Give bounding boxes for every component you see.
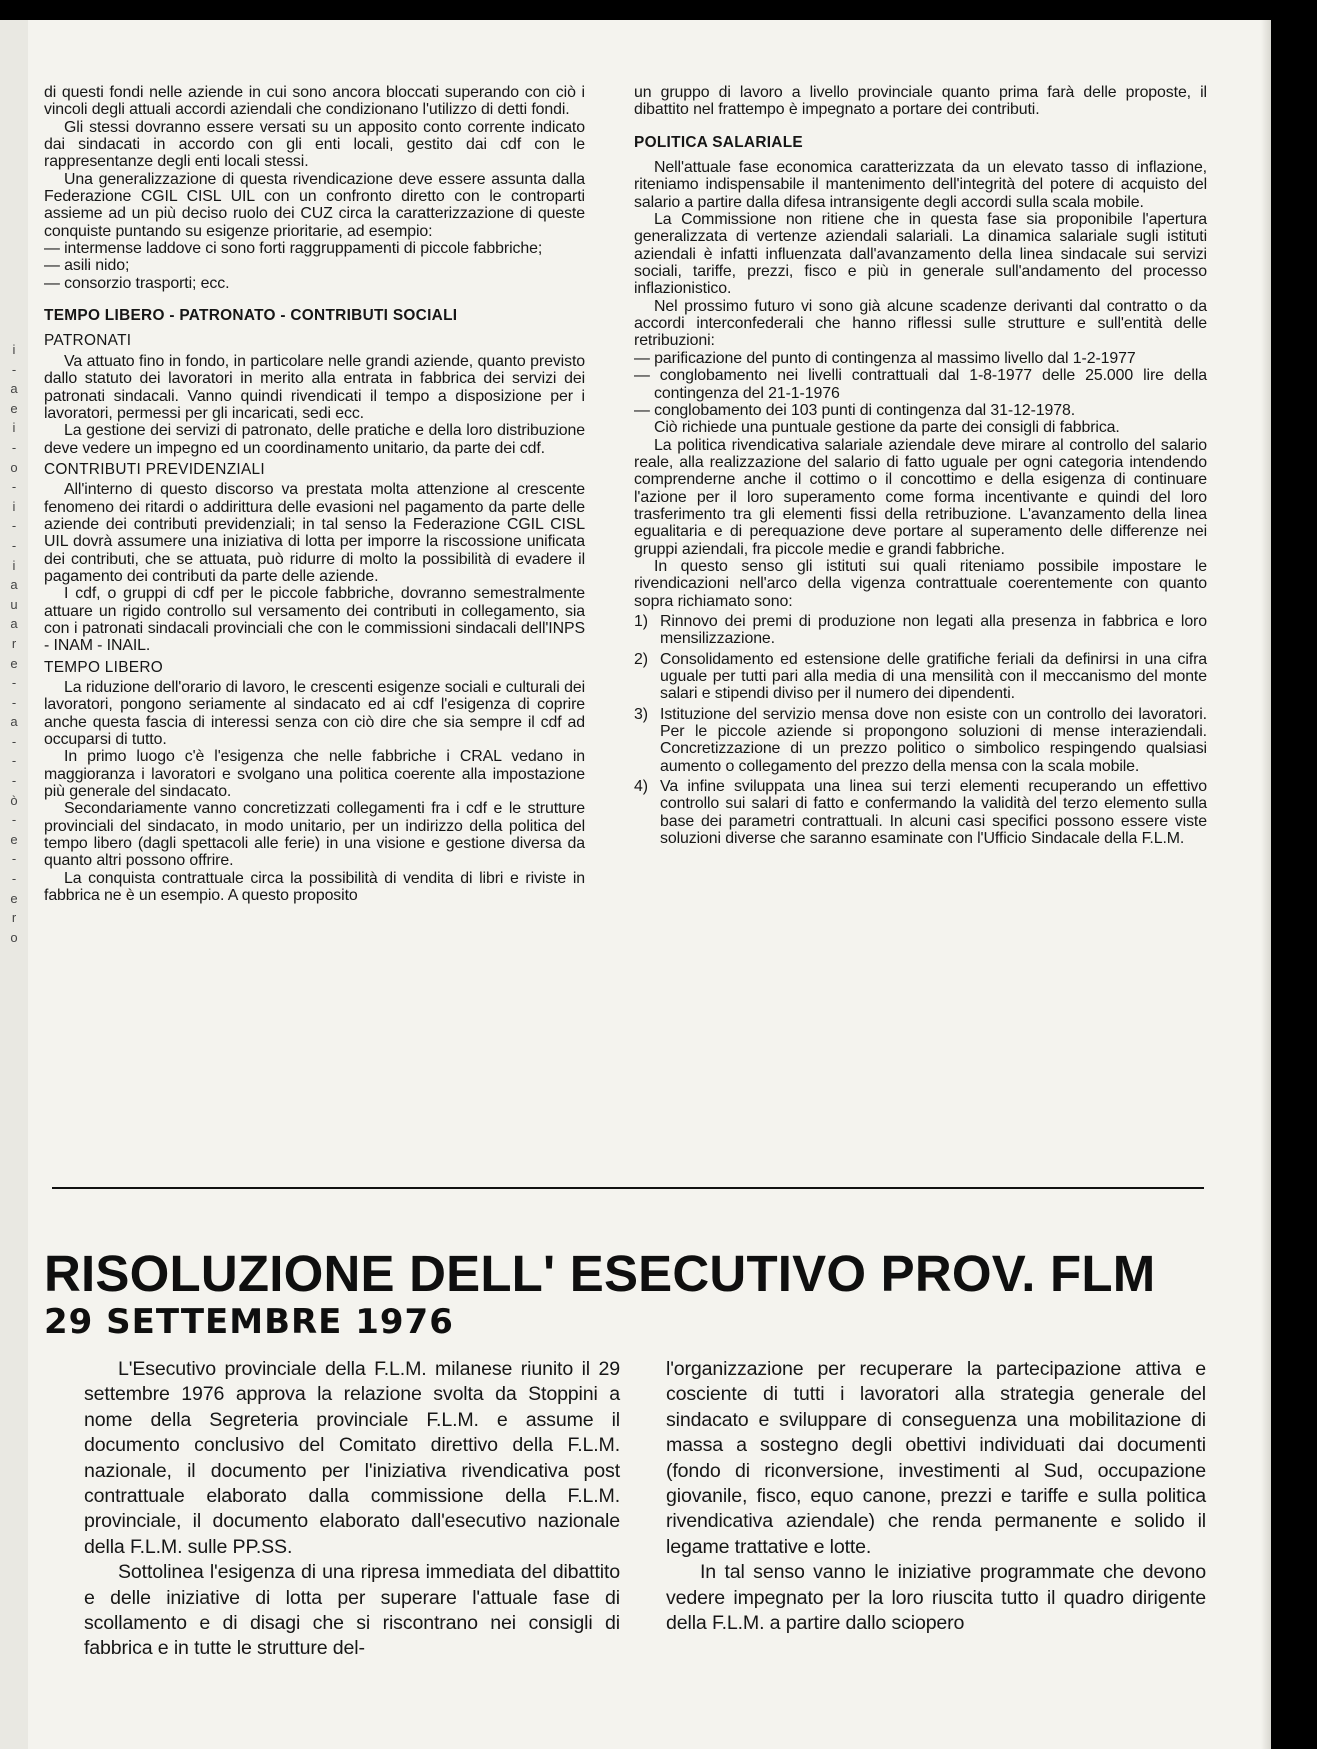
spine-char: -	[11, 479, 17, 495]
numbered-item	[634, 613, 1207, 648]
spine-char: a	[10, 714, 18, 730]
paragraph: Sottolinea l'esigenza di una ripresa immediata del dibattito e delle iniziative di lotta per superare l'attuale fase di scollamento e di disagi che si riscontrano nei consigli di fabbrica e in tutte le strutture del-	[84, 1561, 620, 1660]
numbered-item	[634, 651, 1207, 703]
numbered-item	[634, 706, 1207, 775]
spine-char: r	[11, 910, 17, 926]
page-right-edge	[1261, 20, 1271, 1749]
paragraph: un gruppo di lavoro a livello provinciale quanto prima farà delle proposte, il dibattito nel frattempo è impegnato a portare dei contributi.	[634, 84, 1207, 119]
list-item: — asili nido;	[44, 257, 130, 275]
spine-char: a	[10, 577, 18, 593]
spine-char: -	[11, 871, 17, 887]
paragraph: Nel prossimo futuro vi sono già alcune scadenze derivanti dal contratto o da accordi interconfederali che hanno riflessi sulle strutture e sull'entità delle retribuzioni:	[634, 297, 1207, 350]
spine-char: -	[11, 753, 17, 769]
paragraph: La riduzione dell'orario di lavoro, le crescenti esigenze sociali e culturali dei lavoratori, pongono seriamente al sindacato ed ai cdf l'esigenza di coprire anche questa fascia di interessi senza con ciò dire che sia sempre il cdf ad occuparsi di tutto.	[44, 679, 585, 749]
item-text: Rinnovo dei premi di produzione non legati alla presenza in fabbrica e loro mensilizzazione.	[660, 612, 1207, 648]
spine-char: -	[11, 537, 17, 553]
spine-char: i	[12, 498, 16, 514]
list-item: — conglobamento nei livelli contrattuali dal 1-8-1977 delle 25.000 lire della contingenza del 21-1-1976	[634, 367, 1207, 402]
spine-char: r	[11, 635, 17, 651]
paragraph: In tal senso vanno le iniziative programmate che devono vedere impegnato per la loro riuscita tutto il quadro dirigente della F.L.M. a partire dallo sciopero	[666, 1561, 1206, 1635]
spine-char: -	[11, 694, 17, 710]
spine-char: -	[11, 812, 17, 828]
item-number: 2)	[634, 650, 648, 668]
subsection-heading: CONTRIBUTI PREVIDENZIALI	[44, 460, 265, 478]
subsection-heading: PATRONATI	[44, 332, 132, 350]
article-date: 29 SETTEMBRE 1976	[44, 1302, 454, 1342]
article-column-right	[666, 1357, 1206, 1636]
paragraph: Gli stessi dovranno essere versati su un apposito conto corrente indicato dai sindacati in accordo con gli enti locali, gestito dai cdf con le rappresentanze degli enti locali stessi.	[44, 118, 585, 171]
spine-char: i	[12, 557, 16, 573]
paragraph: In primo luogo c'è l'esigenza che nelle fabbriche i CRAL vedano in maggioranza i lavoratori e svolgano una politica coerente alla impostazione più generale del sindacato.	[44, 748, 585, 801]
section-heading: TEMPO LIBERO - PATRONATO - CONTRIBUTI SOCIALI	[44, 307, 458, 325]
numbered-item	[634, 778, 1207, 847]
paragraph: I cdf, o gruppi di cdf per le piccole fabbriche, dovranno semestralmente attuare un rigido controllo sul versamento dei contributi in collegamento, sia con i patronati sindacali provinciali che con le commissioni sindacali dell'INPS - INAM - INAIL.	[44, 585, 585, 655]
left-column	[44, 84, 585, 904]
item-text: Consolidamento ed estensione delle gratifiche feriali da definirsi in una cifra uguale per tutti pari alla media di una mensilità con il meccanismo del monte salari e stipendi diviso per il numero dei dipendenti.	[660, 650, 1207, 703]
item-number: 3)	[634, 705, 648, 723]
spine-char: -	[11, 361, 17, 377]
spine-char: -	[11, 439, 17, 455]
paragraph: La politica rivendicativa salariale aziendale deve mirare al controllo del salario reale, alla realizzazione del salario di fatto uguale per ogni categoria intendendo comprenderne anche il cottimo o il concottimo e della esigenza di continuare l'azione per il loro superamento come forma incentivante e quindi del loro trasferimento tra gli elementi fissi della retribuzione. L'avanzamento della linea egualitaria e di perequazione deve portare al superamento delle differenze nei gruppi aziendali, fra piccole medie e grandi fabbriche.	[634, 436, 1207, 558]
paragraph: l'organizzazione per recuperare la partecipazione attiva e cosciente di tutti i lavoratori alla strategia generale del sindacato e sviluppare di conseguenza una mobilitazione di massa a sostegno degli obettivi individuati dai documenti (fondo di riconversione, investimenti al Sud, occupazione giovanile, fisco, equo canone, prezzi e tariffe e sulla politica rivendicativa aziendale) che renda permanente e solido il legame trattative e lotte.	[666, 1358, 1206, 1558]
paragraph: Va attuato fino in fondo, in particolare nelle grandi aziende, quanto previsto dallo statuto dei lavoratori in merito alla entrata in fabbrica dei servizi dei patronati sindacali. Vanno quindi rivendicati il tempo a disposizione per i lavoratori, permessi per gli incaricati, sedi ecc.	[44, 352, 585, 422]
list-item: — consorzio trasporti; ecc.	[44, 274, 230, 292]
spine-char: i	[12, 342, 16, 357]
item-text: Istituzione del servizio mensa dove non esiste con un controllo dei lavoratori. Per le piccole aziende si propongono soluzioni di mense interaziendali. Concretizzazione di un prezzo politico o simbolico respingendo qualsiasi aumento o collegamento del prezzo della mensa con la scala mobile.	[660, 705, 1207, 775]
paragraph: La conquista contrattuale circa la possibilità di vendita di libri e riviste in fabbrica ne è un esempio. A questo proposito	[44, 869, 585, 905]
paragraph: Nell'attuale fase economica caratterizzata da un elevato tasso di inflazione, riteniamo indispensabile il mantenimento dell'integrità del potere di acquisto del salario a partire dalla difesa intransigente degli accordi sulla scala mobile.	[634, 159, 1207, 211]
spine-char: a	[10, 616, 18, 632]
right-column	[634, 84, 1207, 847]
paragraph: All'interno di questo discorso va prestata molta attenzione al crescente fenomeno dei ritardi o addirittura delle evasioni nel pagamento da parte delle aziende dei contributi previdenziali; in tal senso la Federazione CGIL CISL UIL dovrà assumere una iniziativa di lotta per imporre la riscossione unificata dei contributi, che se attuata, può ridurre di molto la possibilità di evadere il pagamento dei contributi da parte delle aziende.	[44, 481, 585, 585]
paragraph: Ciò richiede una puntuale gestione da parte dei consigli di fabbrica.	[654, 419, 1120, 437]
list-item: — intermense laddove ci sono forti raggruppamenti di piccole fabbriche;	[44, 240, 543, 258]
spine-char: -	[11, 851, 17, 867]
list-item: — conglobamento dei 103 punti di contingenza dal 31-12-1978.	[634, 401, 1076, 419]
spine-char: -	[11, 773, 17, 789]
section-heading: POLITICA SALARIALE	[634, 133, 803, 151]
spine-char: e	[10, 890, 18, 906]
spine-char: -	[11, 733, 17, 749]
paragraph: La gestione dei servizi di patronato, delle pratiche e della loro distribuzione deve vedere un impegno ed un coordinamento unitario, da parte dei cdf.	[44, 422, 585, 457]
spine-char: e	[10, 831, 18, 847]
spine-char: e	[10, 400, 18, 416]
item-text: Va infine sviluppata una linea sui terzi elementi recuperando un effettivo controllo sui salari di fatto e confermando la validità del terzo elemento sulla base dei parametri contrattuali. In alcuni casi specifici possono essere viste soluzioni diverse che saranno esaminate con l'Ufficio Sindacale della F.L.M.	[660, 778, 1207, 848]
list-item: — parificazione del punto di contingenza al massimo livello dal 1-2-1977	[634, 349, 1136, 367]
spine-char: i	[12, 420, 16, 436]
paragraph: Secondariamente vanno concretizzati collegamenti fra i cdf e le strutture provinciali del sindacato, in modo unitario, per un indirizzo della politica del tempo libero (dagli spettacoli alle ferie) in una visione e gestione diversa da quanto altri possono offrire.	[44, 800, 585, 870]
paragraph: Una generalizzazione di questa rivendicazione deve essere assunta dalla Federazione CGIL CISL UIL con un confronto diretto con le controparti assieme ad un più deciso ruolo dei CUZ circa la caratterizzazione di queste conquiste puntando su esigenze prioritarie, ad esempio:	[44, 170, 585, 240]
article-column-left	[84, 1357, 620, 1662]
spine-char: a	[10, 381, 18, 397]
paragraph: di questi fondi nelle aziende in cui sono ancora bloccati superando con ciò i vincoli degli attuali accordi aziendali che condizionano l'utilizzo di detti fondi.	[44, 84, 585, 119]
paragraph: La Commissione non ritiene che in questa fase sia proponibile l'apertura generalizzata di vertenze aziendali salariali. La dinamica salariale sugli istituti aziendali è infatti influenzata dall'avanzamento della linea sindacale sui servizi sociali, tariffe, prezzi, fisco e più in generale sull'andamento del processo inflazionistico.	[634, 211, 1207, 298]
item-number: 1)	[634, 612, 648, 630]
paragraph: In questo senso gli istituti sui quali riteniamo possibile impostare le rivendicazioni nell'arco della vigenza contrattuale coerentemente con quanto sopra richiamato sono:	[634, 557, 1207, 610]
subsection-heading: TEMPO LIBERO	[44, 658, 164, 676]
spine-char: -	[11, 518, 17, 534]
spine-char: o	[10, 929, 18, 945]
section-divider	[52, 1187, 1204, 1189]
spine-char: -	[11, 675, 17, 691]
paragraph: L'Esecutivo provinciale della F.L.M. milanese riunito il 29 settembre 1976 approva la relazione svolta da Stoppini a nome della Segreteria provinciale F.L.M. e assume il documento conclusivo del Comitato direttivo della F.L.M. nazionale, il documento per l'iniziativa rivendicativa post contrattuale elaborato dalla commissione della F.L.M. provinciale, il documento elaborato dall'esecutivo nazionale della F.L.M. sulle PP.SS.	[84, 1358, 620, 1558]
article-headline: RISOLUZIONE DELL' ESECUTIVO PROV. FLM	[44, 1245, 1156, 1302]
item-number: 4)	[634, 778, 648, 796]
spine-char: ò	[10, 792, 18, 808]
spine-char: e	[10, 655, 18, 671]
previous-page-edge	[0, 20, 28, 1749]
previous-page-text-fragments	[2, 340, 26, 947]
spine-char: u	[10, 596, 18, 612]
spine-char: o	[10, 459, 18, 475]
